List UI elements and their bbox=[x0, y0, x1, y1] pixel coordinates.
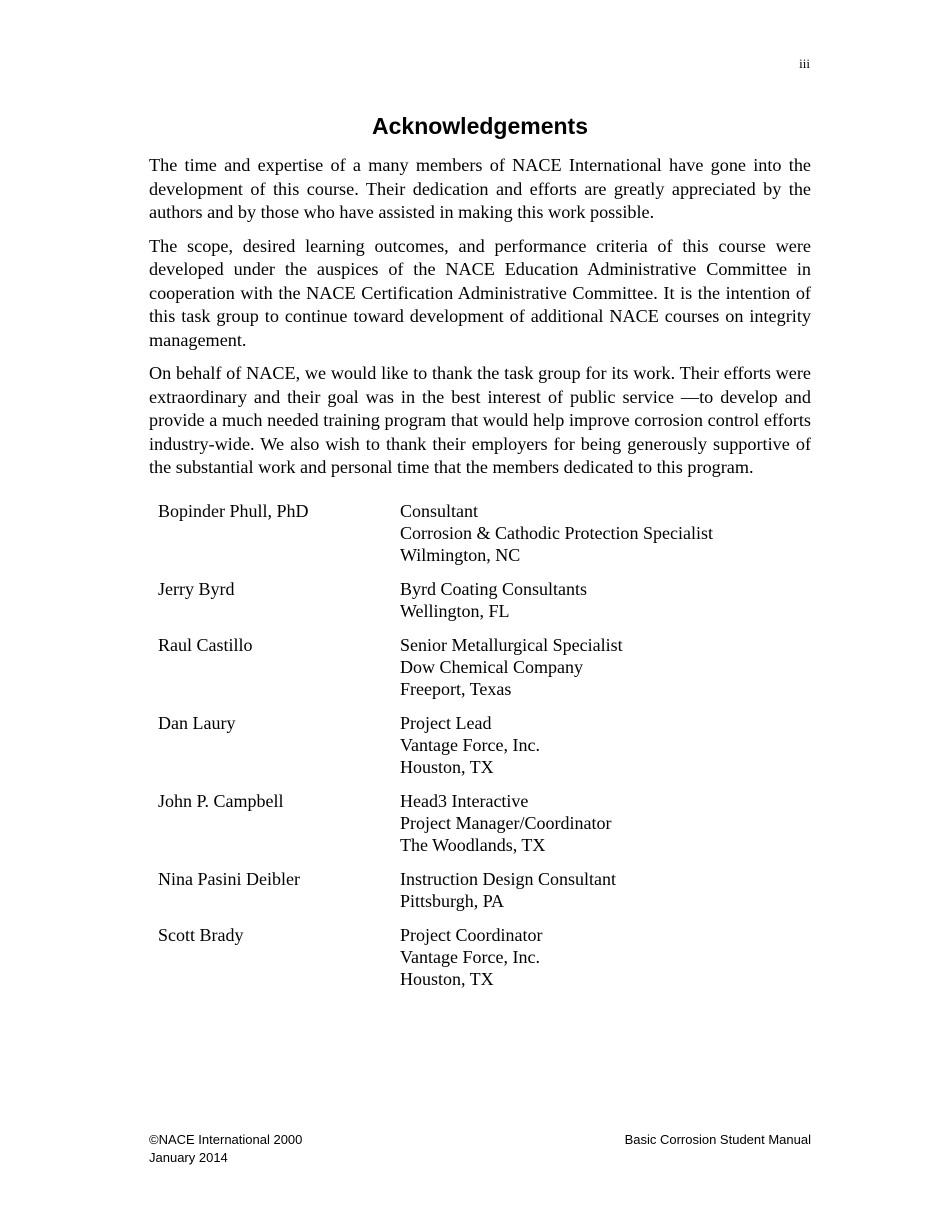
member-detail-line: Project Coordinator bbox=[400, 924, 543, 945]
member-detail-line: Project Manager/Coordinator bbox=[400, 812, 612, 833]
member-name: Nina Pasini Deibler bbox=[158, 868, 300, 889]
member-detail-line: Project Lead bbox=[400, 712, 492, 733]
paragraph-intro: The time and expertise of a many members of NACE International have gone into the development of this course. Their dedication and efforts are greatly appreciated by the authors and by those who have assisted in making this work possible. bbox=[149, 155, 811, 222]
member-details bbox=[400, 578, 713, 634]
member-detail-line: Corrosion & Cathodic Protection Specialist bbox=[400, 522, 713, 543]
task-group-table bbox=[158, 500, 713, 1002]
page-content bbox=[149, 110, 811, 1002]
member-name: Jerry Byrd bbox=[158, 578, 235, 599]
member-detail-line: Consultant bbox=[400, 500, 479, 521]
member-details bbox=[400, 634, 713, 712]
member-detail-line: Dow Chemical Company bbox=[400, 656, 583, 677]
member-detail-line: The Woodlands, TX bbox=[400, 834, 546, 855]
member-details bbox=[400, 712, 713, 790]
member-detail-line: Vantage Force, Inc. bbox=[400, 734, 540, 755]
member-detail-line: Pittsburgh, PA bbox=[400, 890, 505, 911]
member-detail-line: Instruction Design Consultant bbox=[400, 868, 616, 889]
member-detail-line: Wilmington, NC bbox=[400, 544, 521, 565]
member-row bbox=[158, 634, 713, 712]
member-detail-line: Senior Metallurgical Specialist bbox=[400, 634, 623, 655]
footer-copyright: ©NACE International 2000 bbox=[149, 1132, 303, 1147]
member-details bbox=[400, 500, 713, 578]
page-number: iii bbox=[799, 56, 810, 71]
footer-left bbox=[149, 1131, 302, 1167]
footer-manual-title: Basic Corrosion Student Manual bbox=[624, 1132, 811, 1147]
member-details bbox=[400, 790, 713, 868]
member-detail-line: Byrd Coating Consultants bbox=[400, 578, 588, 599]
paragraph-thanks: On behalf of NACE, we would like to thank the task group for its work. Their efforts were extraordinary and their goal was in the best interest of public service —to develop and provide a much needed training program that would help improve corrosion control efforts industry-wide. We also wish to thank their employers for being generously supportive of the substantial work and personal time that the members dedicated to this program. bbox=[149, 363, 811, 477]
page-title: Acknowledgements bbox=[372, 113, 588, 139]
paragraph-scope: The scope, desired learning outcomes, and performance criteria of this course were developed under the auspices of the NACE Education Administrative Committee in cooperation with the NACE Certification Administrative Committee. It is the intention of this task group to continue toward development of additional NACE courses on integrity management. bbox=[149, 235, 811, 350]
member-name: Raul Castillo bbox=[158, 634, 253, 655]
member-name: Dan Laury bbox=[158, 712, 236, 733]
member-details bbox=[400, 868, 713, 924]
member-row bbox=[158, 868, 713, 924]
member-row bbox=[158, 500, 713, 578]
member-detail-line: Freeport, Texas bbox=[400, 678, 512, 699]
member-row bbox=[158, 790, 713, 868]
footer-date: January 2014 bbox=[149, 1150, 228, 1165]
member-details bbox=[400, 924, 713, 1002]
member-detail-line: Houston, TX bbox=[400, 968, 494, 989]
member-name: Bopinder Phull, PhD bbox=[158, 500, 309, 521]
member-row bbox=[158, 578, 713, 634]
member-detail-line: Wellington, FL bbox=[400, 600, 510, 621]
member-detail-line: Head3 Interactive bbox=[400, 790, 529, 811]
member-name: John P. Campbell bbox=[158, 790, 284, 811]
member-detail-line: Houston, TX bbox=[400, 756, 494, 777]
member-name: Scott Brady bbox=[158, 924, 244, 945]
member-row bbox=[158, 712, 713, 790]
member-detail-line: Vantage Force, Inc. bbox=[400, 946, 540, 967]
member-row bbox=[158, 924, 713, 1002]
